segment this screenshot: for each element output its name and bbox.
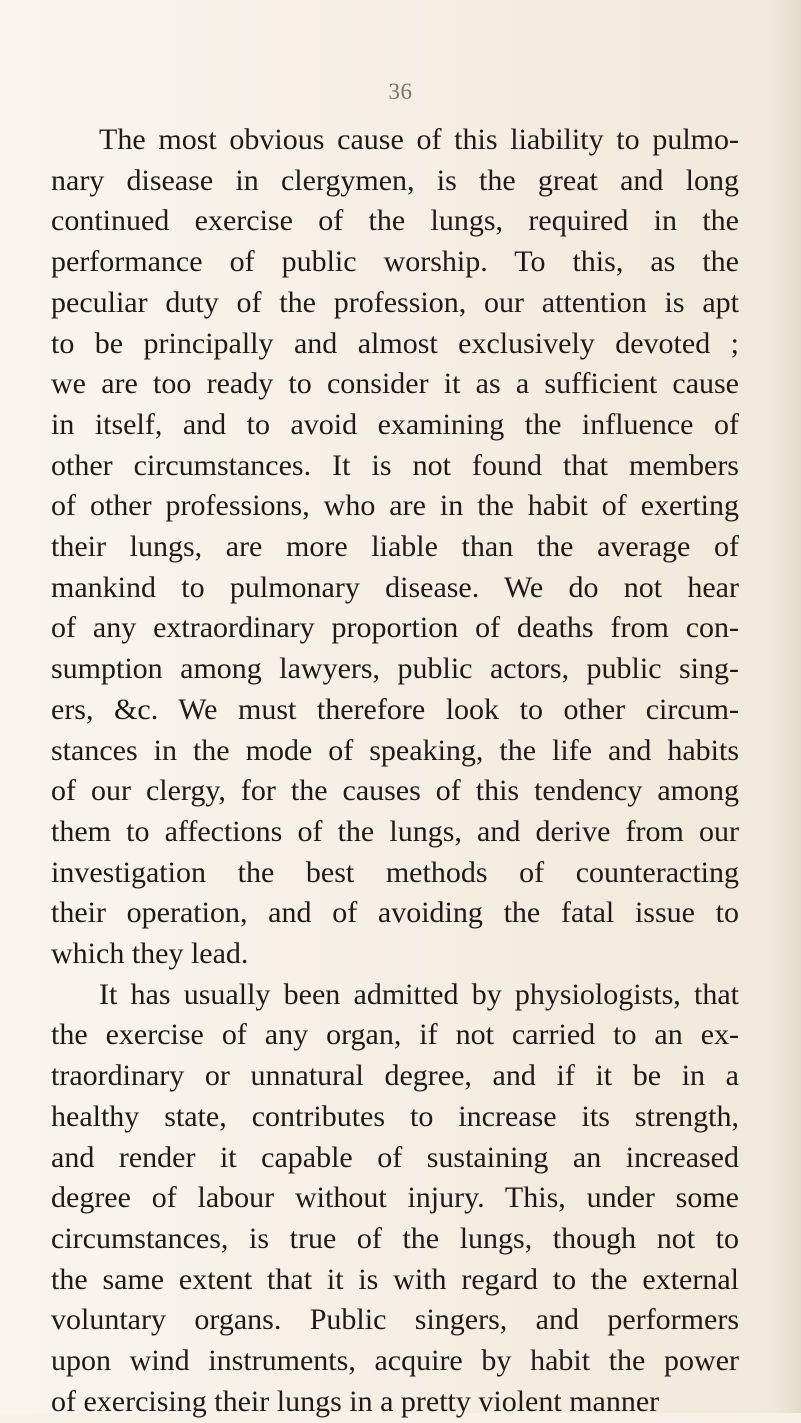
text-line: of any extraordinary proportion of deaths from con-	[51, 611, 739, 645]
text-line: investigation the best methods of counteracting	[51, 855, 739, 889]
paragraph-1	[51, 120, 739, 975]
text-line: their operation, and of avoiding the fatal issue to	[51, 896, 739, 930]
text-line: in itself, and to avoid examining the influence of	[51, 407, 739, 441]
text-line: of our clergy, for the causes of this tendency among	[51, 774, 739, 808]
text-line: we are too ready to consider it as a sufficient cause	[51, 367, 739, 401]
text-line: ers, &c. We must therefore look to other circum-	[51, 692, 739, 726]
text-line: The most obvious cause of this liability to pulmo-	[99, 123, 739, 156]
text-line: which they lead.	[51, 937, 249, 971]
text-line: of exercising their lungs in a pretty violent manner	[51, 1384, 660, 1418]
text-line: of other professions, who are in the habit of exerting	[51, 489, 739, 523]
text-line: the same extent that it is with regard to the external	[51, 1262, 739, 1296]
text-line: circumstances, is true of the lungs, though not to	[51, 1221, 739, 1255]
text-line: continued exercise of the lungs, required in the	[51, 204, 739, 238]
text-line: and render it capable of sustaining an increased	[51, 1140, 739, 1174]
text-line: mankind to pulmonary disease. We do not hear	[51, 570, 739, 604]
text-line: voluntary organs. Public singers, and performers	[51, 1303, 739, 1337]
text-line: upon wind instruments, acquire by habit the power	[51, 1344, 739, 1378]
text-line: their lungs, are more liable than the average of	[51, 530, 739, 564]
text-line: performance of public worship. To this, as the	[51, 245, 739, 279]
page-edge-shadow	[773, 0, 801, 1413]
text-line: the exercise of any organ, if not carried to an ex-	[51, 1018, 739, 1052]
text-line: degree of labour without injury. This, under some	[51, 1181, 739, 1215]
text-line: other circumstances. It is not found that members	[51, 448, 739, 482]
text-line: stances in the mode of speaking, the life and habits	[51, 733, 739, 767]
body-text	[51, 120, 739, 1423]
paragraph-2	[51, 975, 739, 1423]
text-line: nary disease in clergymen, is the great and long	[51, 163, 739, 197]
text-line: peculiar duty of the profession, our attention is apt	[51, 285, 739, 319]
text-line: It has usually been admitted by physiologists, that	[99, 977, 739, 1011]
text-line: to be principally and almost exclusively devoted ;	[51, 326, 739, 360]
page-number: 36	[388, 79, 413, 104]
text-line: traordinary or unnatural degree, and if it be in a	[51, 1059, 739, 1093]
text-line: healthy state, contributes to increase its strength,	[51, 1099, 739, 1133]
text-line: sumption among lawyers, public actors, public sing-	[51, 652, 739, 686]
text-line: them to affections of the lungs, and derive from our	[51, 814, 739, 848]
